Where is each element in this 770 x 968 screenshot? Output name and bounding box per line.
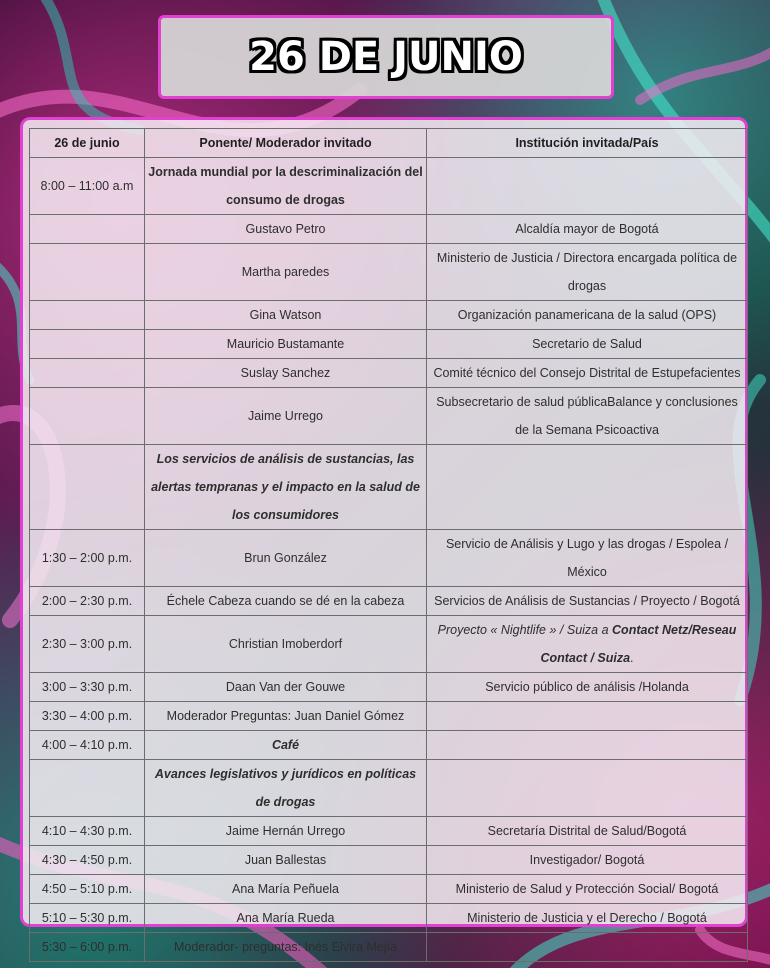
speaker-cell: Gustavo Petro bbox=[145, 215, 427, 244]
institution-suffix: . bbox=[630, 651, 634, 665]
time-cell: 4:30 – 4:50 p.m. bbox=[30, 846, 145, 875]
table-row bbox=[30, 301, 748, 330]
time-cell bbox=[30, 330, 145, 359]
table-row bbox=[30, 673, 748, 702]
institution-cell: Comité técnico del Consejo Distrital de Estupefacientes bbox=[427, 359, 748, 388]
time-cell bbox=[30, 445, 145, 530]
speaker-cell: Juan Ballestas bbox=[145, 846, 427, 875]
speaker-cell: Christian Imoberdorf bbox=[145, 616, 427, 673]
table-row bbox=[30, 445, 748, 530]
institution-cell bbox=[427, 933, 748, 962]
table-row bbox=[30, 530, 748, 587]
speaker-cell: Mauricio Bustamante bbox=[145, 330, 427, 359]
time-cell: 4:50 – 5:10 p.m. bbox=[30, 875, 145, 904]
speaker-cell: Suslay Sanchez bbox=[145, 359, 427, 388]
time-cell bbox=[30, 388, 145, 445]
table-header-row bbox=[30, 129, 748, 158]
table-row bbox=[30, 359, 748, 388]
institution-cell: Servicio de Análisis y Lugo y las drogas / Espolea / México bbox=[427, 530, 748, 587]
page-title: 26 DE JUNIO bbox=[249, 34, 523, 80]
table-row bbox=[30, 702, 748, 731]
institution-highlight: Contact Netz/Reseau Contact / Suiza bbox=[540, 623, 737, 665]
table-row bbox=[30, 904, 748, 933]
time-cell: 4:10 – 4:30 p.m. bbox=[30, 817, 145, 846]
table-row bbox=[30, 215, 748, 244]
speaker-cell: Jaime Urrego bbox=[145, 388, 427, 445]
institution-cell: Ministerio de Salud y Protección Social/ Bogotá bbox=[427, 875, 748, 904]
table-row bbox=[30, 158, 748, 215]
time-cell bbox=[30, 760, 145, 817]
time-cell: 2:00 – 2:30 p.m. bbox=[30, 587, 145, 616]
time-cell bbox=[30, 215, 145, 244]
table-row bbox=[30, 731, 748, 760]
speaker-cell: Jaime Hernán Urrego bbox=[145, 817, 427, 846]
time-cell: 4:00 – 4:10 p.m. bbox=[30, 731, 145, 760]
time-cell: 2:30 – 3:00 p.m. bbox=[30, 616, 145, 673]
institution-cell: Secretaría Distrital de Salud/Bogotá bbox=[427, 817, 748, 846]
table-row bbox=[30, 244, 748, 301]
institution-cell: Ministerio de Justicia / Directora encargada política de drogas bbox=[427, 244, 748, 301]
speaker-cell: Ana María Peñuela bbox=[145, 875, 427, 904]
time-cell bbox=[30, 301, 145, 330]
institution-cell bbox=[427, 445, 748, 530]
table-row bbox=[30, 616, 748, 673]
institution-cell: Servicios de Análisis de Sustancias / Proyecto / Bogotá bbox=[427, 587, 748, 616]
time-cell bbox=[30, 244, 145, 301]
institution-cell: Alcaldía mayor de Bogotá bbox=[427, 215, 748, 244]
speaker-cell: Gina Watson bbox=[145, 301, 427, 330]
speaker-cell: Daan Van der Gouwe bbox=[145, 673, 427, 702]
institution-cell bbox=[427, 158, 748, 215]
speaker-cell: Ana María Rueda bbox=[145, 904, 427, 933]
speaker-cell: Brun González bbox=[145, 530, 427, 587]
table-row bbox=[30, 587, 748, 616]
institution-cell: Subsecretario de salud públicaBalance y conclusiones de la Semana Psicoactiva bbox=[427, 388, 748, 445]
institution-cell: Servicio público de análisis /Holanda bbox=[427, 673, 748, 702]
institution-cell bbox=[427, 616, 748, 673]
speaker-cell: Échele Cabeza cuando se dé en la cabeza bbox=[145, 587, 427, 616]
time-cell: 3:00 – 3:30 p.m. bbox=[30, 673, 145, 702]
time-cell: 1:30 – 2:00 p.m. bbox=[30, 530, 145, 587]
institution-text: Proyecto « Nightlife » / Suiza a bbox=[437, 623, 613, 637]
speaker-cell: Moderador- preguntas: Inés Elvira Mejía bbox=[145, 933, 427, 962]
column-header-institution: Institución invitada/País bbox=[427, 129, 748, 158]
schedule-table bbox=[29, 128, 748, 962]
table-row bbox=[30, 846, 748, 875]
time-cell: 5:10 – 5:30 p.m. bbox=[30, 904, 145, 933]
title-banner bbox=[158, 15, 614, 99]
institution-cell bbox=[427, 731, 748, 760]
time-cell bbox=[30, 359, 145, 388]
table-row bbox=[30, 817, 748, 846]
institution-cell: Organización panamericana de la salud (OPS) bbox=[427, 301, 748, 330]
time-cell: 8:00 – 11:00 a.m bbox=[30, 158, 145, 215]
institution-cell: Ministerio de Justicia y el Derecho / Bogotá bbox=[427, 904, 748, 933]
table-row bbox=[30, 875, 748, 904]
table-row bbox=[30, 933, 748, 962]
table-row bbox=[30, 330, 748, 359]
time-cell: 3:30 – 4:00 p.m. bbox=[30, 702, 145, 731]
speaker-cell: Martha paredes bbox=[145, 244, 427, 301]
speaker-cell: Moderador Preguntas: Juan Daniel Gómez bbox=[145, 702, 427, 731]
table-row bbox=[30, 760, 748, 817]
institution-cell bbox=[427, 702, 748, 731]
session-title-cell: Avances legislativos y jurídicos en políticas de drogas bbox=[145, 760, 427, 817]
column-header-date: 26 de junio bbox=[30, 129, 145, 158]
time-cell: 5:30 – 6:00 p.m. bbox=[30, 933, 145, 962]
column-header-speaker: Ponente/ Moderador invitado bbox=[145, 129, 427, 158]
session-title-cell: Los servicios de análisis de sustancias, las alertas tempranas y el impacto en la salud de los consumidores bbox=[145, 445, 427, 530]
session-title-cell: Jornada mundial por la descriminalización del consumo de drogas bbox=[145, 158, 427, 215]
institution-cell: Secretario de Salud bbox=[427, 330, 748, 359]
institution-cell bbox=[427, 760, 748, 817]
schedule-panel bbox=[20, 117, 748, 954]
table-row bbox=[30, 388, 748, 445]
institution-cell: Investigador/ Bogotá bbox=[427, 846, 748, 875]
break-cell: Café bbox=[145, 731, 427, 760]
